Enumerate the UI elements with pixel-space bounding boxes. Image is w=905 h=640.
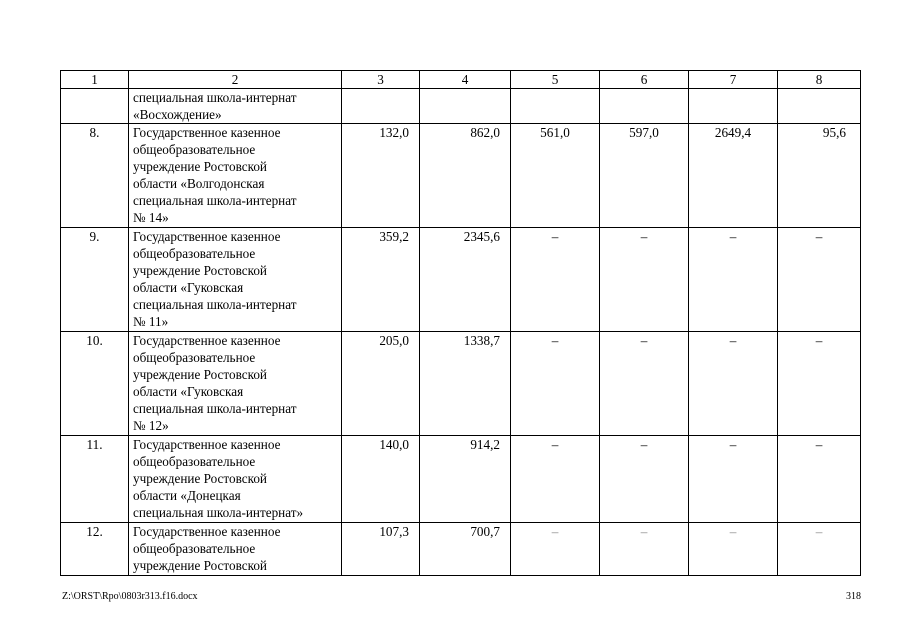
table-row	[61, 332, 861, 436]
cell-col4: 914,2	[420, 436, 511, 523]
cell-col8: –	[778, 332, 861, 436]
column-header: 5	[511, 71, 600, 89]
cell-col3: 140,0	[342, 436, 420, 523]
cell-col5: –	[511, 523, 600, 576]
institution-name: Государственное казенное общеобразовательное учреждение Ростовской области «Гуковская специальная школа-интернат № 11»	[129, 228, 342, 332]
institution-name: Государственное казенное общеобразовательное учреждение Ростовской области «Волгодонская специальная школа-интернат № 14»	[129, 124, 342, 228]
cell-col6: –	[600, 523, 689, 576]
institution-name: Государственное казенное общеобразовательное учреждение Ростовской области «Гуковская специальная школа-интернат № 12»	[129, 332, 342, 436]
institution-name: специальная школа-интернат «Восхождение»	[129, 89, 342, 124]
cell-col6	[600, 89, 689, 124]
footer-file-path: Z:\ORST\Rpo\0803r313.f16.docx	[62, 591, 198, 602]
cell-col7: 2649,4	[689, 124, 778, 228]
cell-col6: 597,0	[600, 124, 689, 228]
cell-col6: –	[600, 436, 689, 523]
footer-page-number: 318	[846, 591, 861, 602]
cell-col8: –	[778, 228, 861, 332]
cell-col3: 107,3	[342, 523, 420, 576]
row-number: 11.	[61, 436, 129, 523]
column-header: 7	[689, 71, 778, 89]
cell-col3: 132,0	[342, 124, 420, 228]
cell-col4: 700,7	[420, 523, 511, 576]
table-row	[61, 124, 861, 228]
table-header-row	[61, 71, 861, 89]
cell-col8: 95,6	[778, 124, 861, 228]
table-row	[61, 523, 861, 576]
table-row	[61, 436, 861, 523]
cell-col5: –	[511, 228, 600, 332]
cell-col4	[420, 89, 511, 124]
cell-col4: 1338,7	[420, 332, 511, 436]
cell-col8: –	[778, 436, 861, 523]
column-header: 4	[420, 71, 511, 89]
column-header: 6	[600, 71, 689, 89]
cell-col7: –	[689, 523, 778, 576]
data-table	[60, 70, 861, 576]
institution-name: Государственное казенное общеобразовательное учреждение Ростовской	[129, 523, 342, 576]
column-header: 2	[129, 71, 342, 89]
cell-col5: 561,0	[511, 124, 600, 228]
cell-col6: –	[600, 228, 689, 332]
row-number: 9.	[61, 228, 129, 332]
table-row	[61, 89, 861, 124]
cell-col8: –	[778, 523, 861, 576]
cell-col8	[778, 89, 861, 124]
institution-name: Государственное казенное общеобразовательное учреждение Ростовской области «Донецкая специальная школа-интернат»	[129, 436, 342, 523]
cell-col3: 205,0	[342, 332, 420, 436]
cell-col5	[511, 89, 600, 124]
cell-col5: –	[511, 436, 600, 523]
cell-col7: –	[689, 228, 778, 332]
row-number: 8.	[61, 124, 129, 228]
cell-col3	[342, 89, 420, 124]
cell-col4: 2345,6	[420, 228, 511, 332]
row-number	[61, 89, 129, 124]
column-header: 1	[61, 71, 129, 89]
column-header: 8	[778, 71, 861, 89]
cell-col3: 359,2	[342, 228, 420, 332]
cell-col7: –	[689, 436, 778, 523]
table-row	[61, 228, 861, 332]
cell-col4: 862,0	[420, 124, 511, 228]
cell-col7	[689, 89, 778, 124]
row-number: 12.	[61, 523, 129, 576]
cell-col6: –	[600, 332, 689, 436]
row-number: 10.	[61, 332, 129, 436]
cell-col7: –	[689, 332, 778, 436]
column-header: 3	[342, 71, 420, 89]
cell-col5: –	[511, 332, 600, 436]
